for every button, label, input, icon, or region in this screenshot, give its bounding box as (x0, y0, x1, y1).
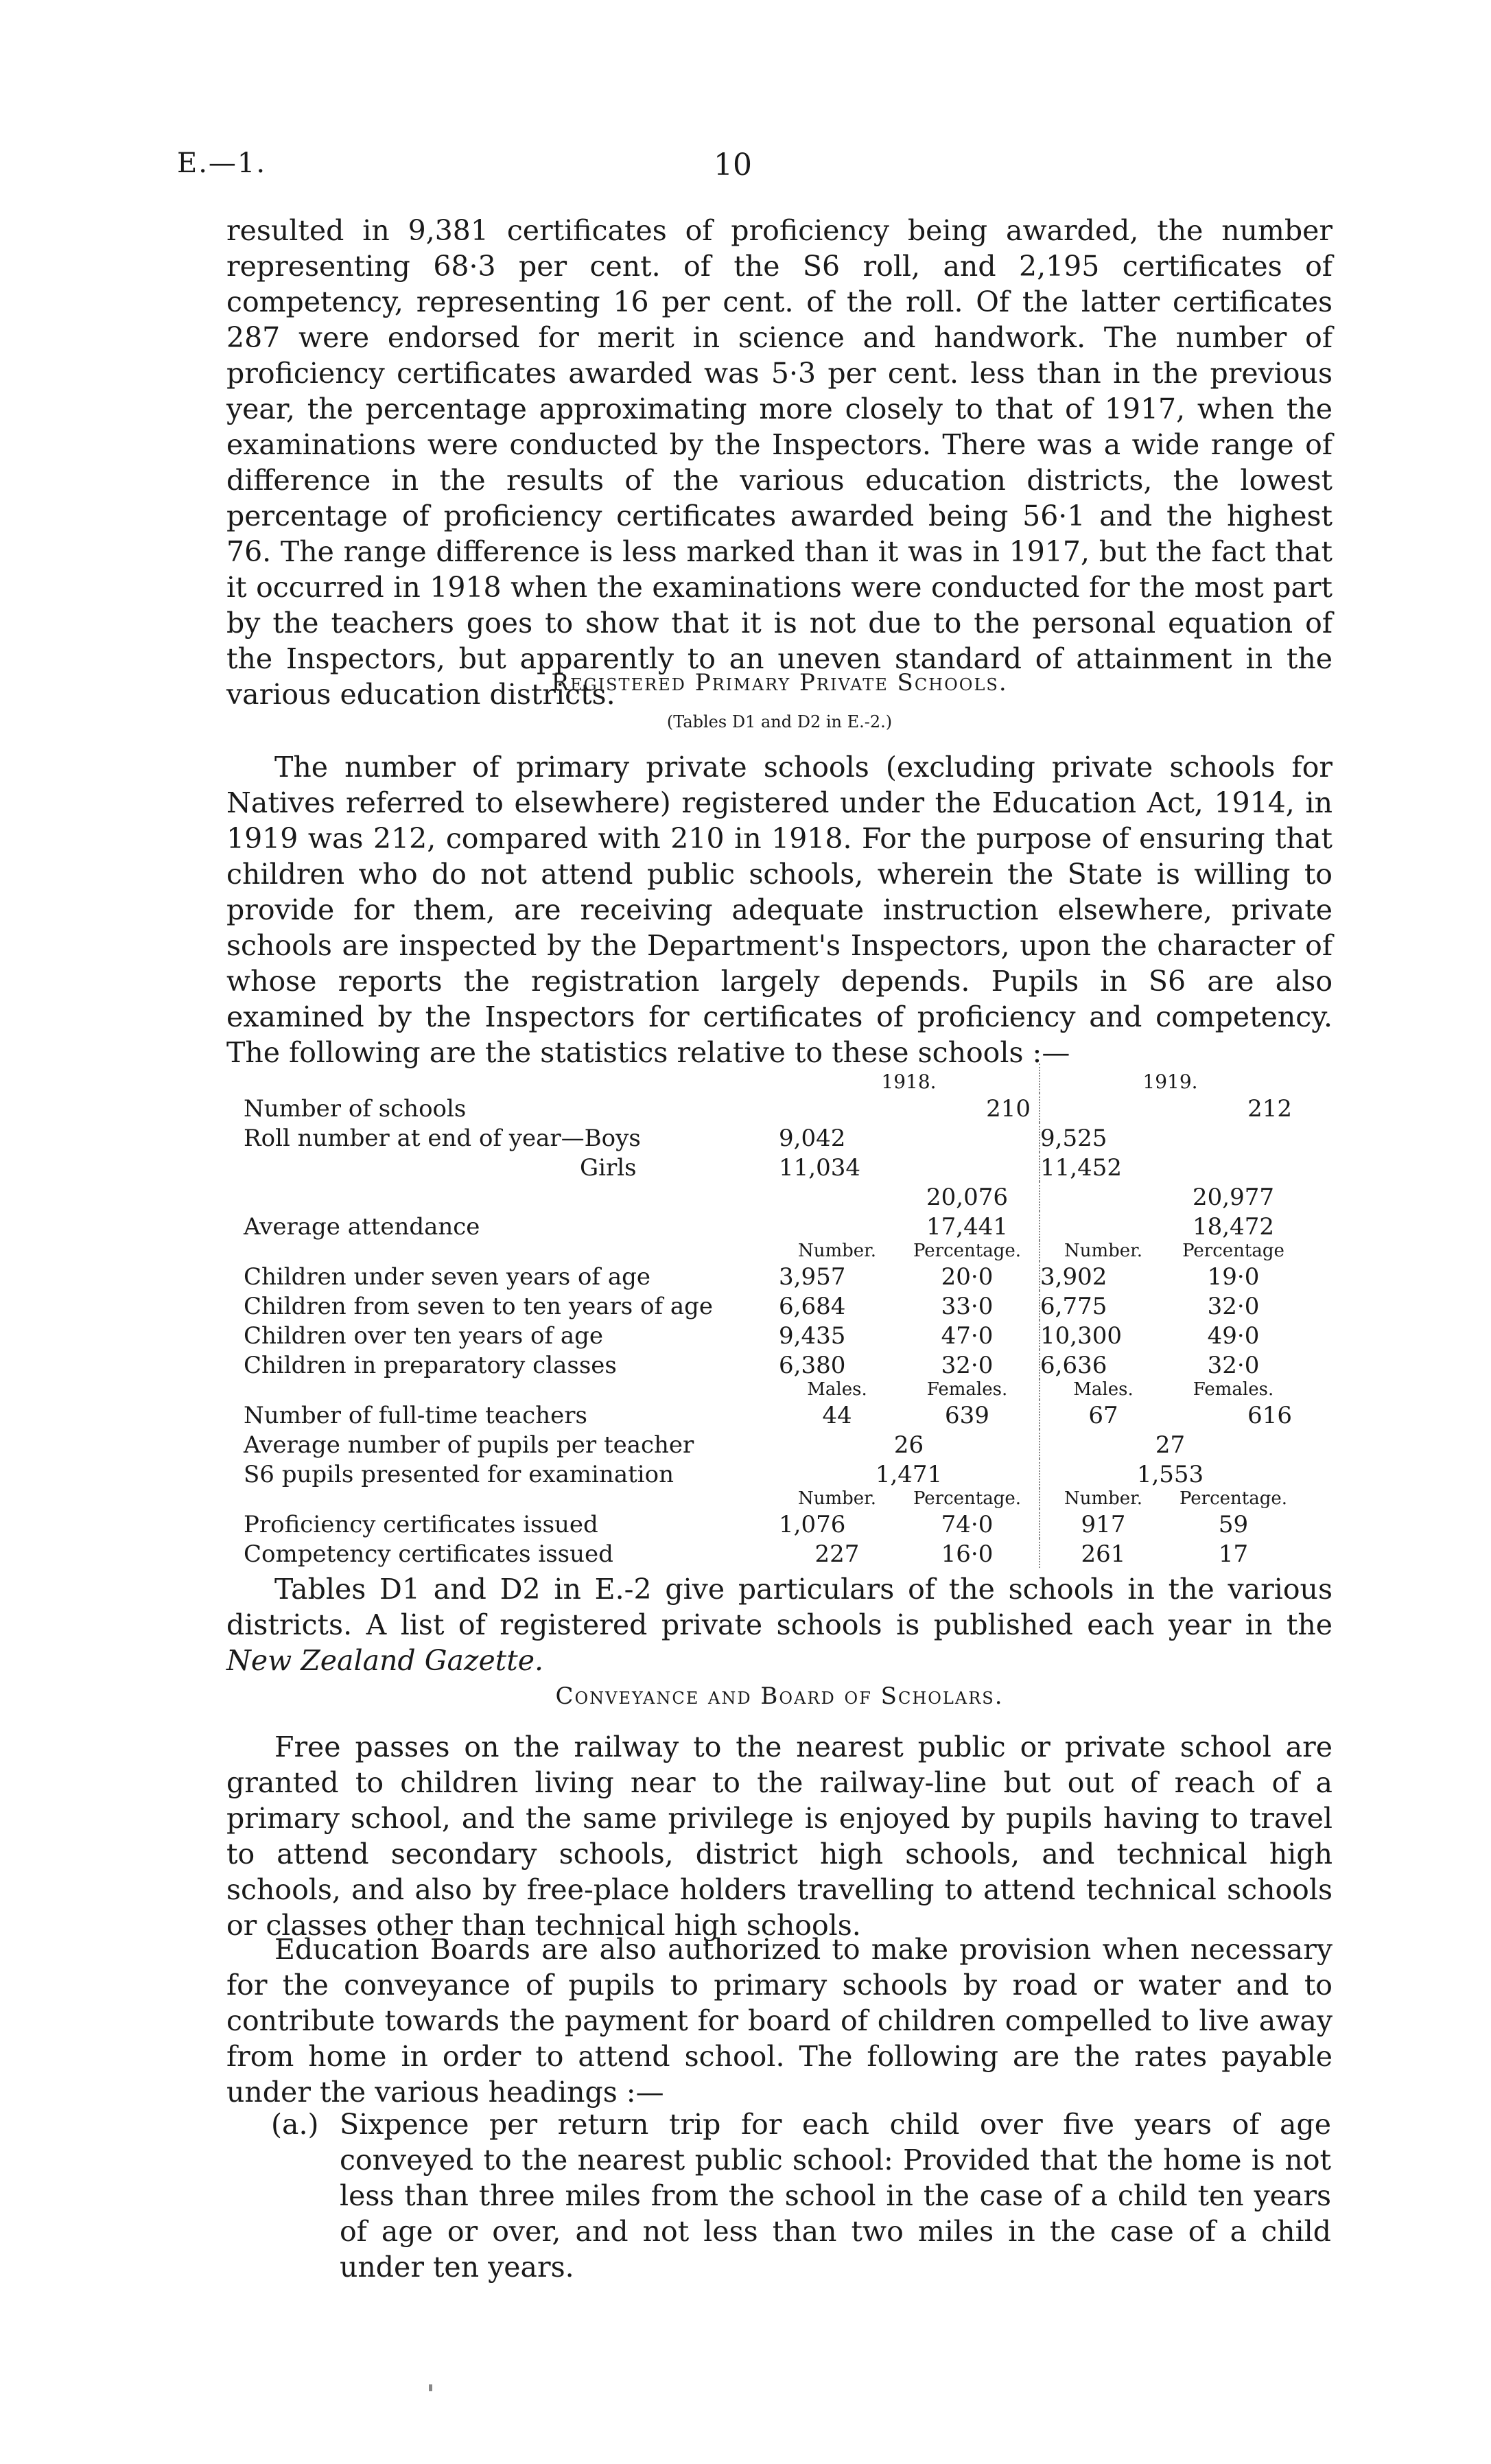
cell-value: 1,076 (779, 1511, 846, 1538)
caption-males: Males. (1073, 1379, 1134, 1400)
cell-value: 3,957 (779, 1263, 846, 1291)
list-marker: (a.) (271, 2108, 319, 2141)
cell-value: 67 (1088, 1402, 1118, 1429)
column-caption-row (244, 1379, 1300, 1400)
cell-value: 1,553 (1136, 1461, 1204, 1488)
cell-value: 18,472 (1193, 1213, 1274, 1241)
table-row (244, 1509, 1300, 1538)
row-label: Children from seven to ten years of age (244, 1293, 714, 1320)
cell-value: 917 (1081, 1511, 1126, 1538)
cell-value: 20·0 (895, 1261, 1040, 1291)
cell-value: 17,441 (895, 1211, 1040, 1241)
cell-value: 44 (822, 1402, 852, 1429)
row-label: S6 pupils presented for examination (244, 1461, 674, 1488)
table-row (244, 1350, 1300, 1379)
cell-value: 33·0 (895, 1291, 1040, 1320)
cell-value: 20,076 (895, 1182, 1040, 1211)
cell-value: 20,977 (1193, 1184, 1274, 1211)
cell-value: 261 (1081, 1540, 1126, 1568)
section-heading-private-schools: Registered Primary Private Schools. (551, 669, 1008, 696)
row-label: Number of full-time teachers (244, 1402, 587, 1429)
page-number: 10 (714, 148, 752, 183)
table-row (244, 1152, 1300, 1182)
caption-percentage: Percentage. (895, 1241, 1040, 1261)
conveyance-paragraph-2: Education Boards are also authorized to make provision when necessary for the conveyance of pupils to primary schools by road or water and to contribute towards the payment for board of children compelled to live away from home in order to attend school. The following are the rates payable under the various headings :— (226, 1933, 1332, 2109)
cell-value: 9,042 (779, 1125, 846, 1152)
table-row (244, 1261, 1300, 1291)
cell-value: 17 (1218, 1540, 1249, 1568)
cell-value: 10,300 (1040, 1322, 1122, 1350)
caption-number: Number. (1064, 1241, 1143, 1261)
cell-value: 616 (1247, 1402, 1292, 1429)
year-1918-header: 1918. (779, 1064, 1040, 1093)
section-heading-conveyance: Conveyance and Board of Scholars. (555, 1682, 1004, 1710)
table-year-header-row (244, 1064, 1300, 1093)
year-1919-header: 1919. (1142, 1070, 1198, 1093)
report-reference: E.—1. (177, 148, 267, 179)
page-speck (429, 2384, 432, 2391)
cell-value: 32·0 (895, 1350, 1040, 1379)
cell-value: 210 (895, 1093, 1040, 1123)
table-row (244, 1211, 1300, 1241)
cell-value: 32·0 (1207, 1352, 1260, 1379)
caption-percentage: Percentage. (1179, 1488, 1288, 1509)
row-label: Competency certificates issued (244, 1540, 613, 1568)
cell-value: 26 (779, 1429, 1040, 1459)
table-row (244, 1320, 1300, 1350)
row-label: Average attendance (244, 1213, 480, 1241)
cell-value: 74·0 (895, 1509, 1040, 1538)
tables-paragraph (226, 1571, 1332, 1678)
cell-value: 6,636 (1040, 1352, 1107, 1379)
cell-value: 639 (895, 1400, 1040, 1429)
private-schools-paragraph: The number of primary private schools (excluding private schools for Natives referred to elsewhere) registered under the Education Act, 1914, in 1919 was 212, compared with 210 in 1918. For the purpose of ensuring that children who do not attend public schools, wherein the State is willing to provide for them, are receiving adequate instruction elsewhere, private schools are inspected by the Department's Inspectors, upon the character of whose reports the registration largely depends. Pupils in S6 are also examined by the Inspectors for certificates of proficiency and competency. The following are the statistics relative to these schools :— (226, 751, 1332, 1069)
cell-value: 227 (814, 1540, 860, 1568)
row-label: Children in preparatory classes (244, 1352, 617, 1379)
cell-value: 49·0 (1207, 1322, 1260, 1350)
cell-value: 212 (1247, 1095, 1292, 1123)
cell-value: 47·0 (895, 1320, 1040, 1350)
tables-paragraph-text: Tables D1 and D2 in E.-2 give particulars of the schools in the various districts. A list of registered private schools is published each year in the (226, 1573, 1332, 1641)
row-label: Proficiency certificates issued (244, 1511, 598, 1538)
table-row (244, 1459, 1300, 1488)
cell-value: 6,380 (779, 1352, 846, 1379)
table-row (244, 1123, 1300, 1152)
column-caption-row (244, 1241, 1300, 1261)
table-row (244, 1291, 1300, 1320)
private-schools-statistics-table (244, 1064, 1300, 1568)
intro-paragraph: resulted in 9,381 certificates of proficiency being awarded, the number representing 68·3 per cent. of the S6 roll, and 2,195 certificates of competency, representing 16 per cent. of the roll. Of the latter certificates 287 were endorsed for merit in science and handwork. The number of proficiency certificates awarded was 5·3 per cent. less than in the previous year, the percentage approximating more closely to that of 1917, when the examinations were conducted by the Inspectors. There was a wide range of difference in the results of the various education districts, the lowest percentage of proficiency certificates awarded being 56·1 and the highest 76. The range difference is less marked than it was in 1917, but the fact that it occurred in 1918 when the examinations were conducted for the most part by the teachers goes to show that it is not due to the personal equation of the Inspectors, but apparently to an uneven standard of attainment in the various education districts. (226, 214, 1332, 711)
table-row (244, 1400, 1300, 1429)
row-label: Roll number at end of year—Boys (244, 1125, 641, 1152)
cell-value: 6,684 (779, 1293, 846, 1320)
caption-females: Females. (895, 1379, 1040, 1400)
cell-value: 9,435 (779, 1322, 846, 1350)
column-caption-row (244, 1488, 1300, 1509)
list-item-text: Sixpence per return trip for each child over five years of age conveyed to the nearest public school: Provided that the home is not less than three miles from the school in the case of a child ten years of age or over, and not less than two miles in the case of a child under ten years. (340, 2108, 1331, 2284)
list-item (271, 2107, 1331, 2285)
cell-value: 11,452 (1040, 1154, 1122, 1182)
caption-percentage: Percentage (1182, 1241, 1284, 1261)
table-row (244, 1429, 1300, 1459)
table-row (244, 1538, 1300, 1568)
conveyance-paragraph-1: Free passes on the railway to the nearest public or private school are granted to children living near to the railway-line but out of reach of a primary school, and the same privilege is enjoyed by pupils having to travel to attend secondary schools, district high schools, and technical high schools, and also by free-place holders travelling to attend technical schools or classes other than technical high schools. (226, 1730, 1332, 1942)
cell-value: 59 (1218, 1511, 1249, 1538)
row-label: Average number of pupils per teacher (244, 1431, 694, 1459)
caption-number: Number. (797, 1488, 877, 1509)
cell-value: 3,902 (1040, 1263, 1107, 1291)
cell-value: 6,775 (1040, 1293, 1107, 1320)
row-label: Children over ten years of age (244, 1322, 603, 1350)
section-subheading-tables: (Tables D1 and D2 in E.-2.) (666, 712, 893, 731)
caption-number: Number. (797, 1241, 877, 1261)
cell-value: 19·0 (1207, 1263, 1260, 1291)
row-label: Girls (580, 1154, 637, 1182)
cell-value: 11,034 (779, 1154, 860, 1182)
gazette-title: New Zealand Gazette. (226, 1644, 544, 1677)
caption-percentage: Percentage. (895, 1488, 1040, 1509)
table-row (244, 1093, 1300, 1123)
table-row (244, 1182, 1300, 1211)
cell-value: 32·0 (1207, 1293, 1260, 1320)
caption-males: Males. (807, 1379, 867, 1400)
row-label: Children under seven years of age (244, 1263, 650, 1291)
caption-number: Number. (1064, 1488, 1143, 1509)
cell-value: 16·0 (895, 1538, 1040, 1568)
caption-females: Females. (1193, 1379, 1274, 1400)
cell-value: 1,471 (779, 1459, 1040, 1488)
row-label: Number of schools (244, 1095, 467, 1123)
cell-value: 9,525 (1040, 1125, 1107, 1152)
cell-value: 27 (1155, 1431, 1186, 1459)
